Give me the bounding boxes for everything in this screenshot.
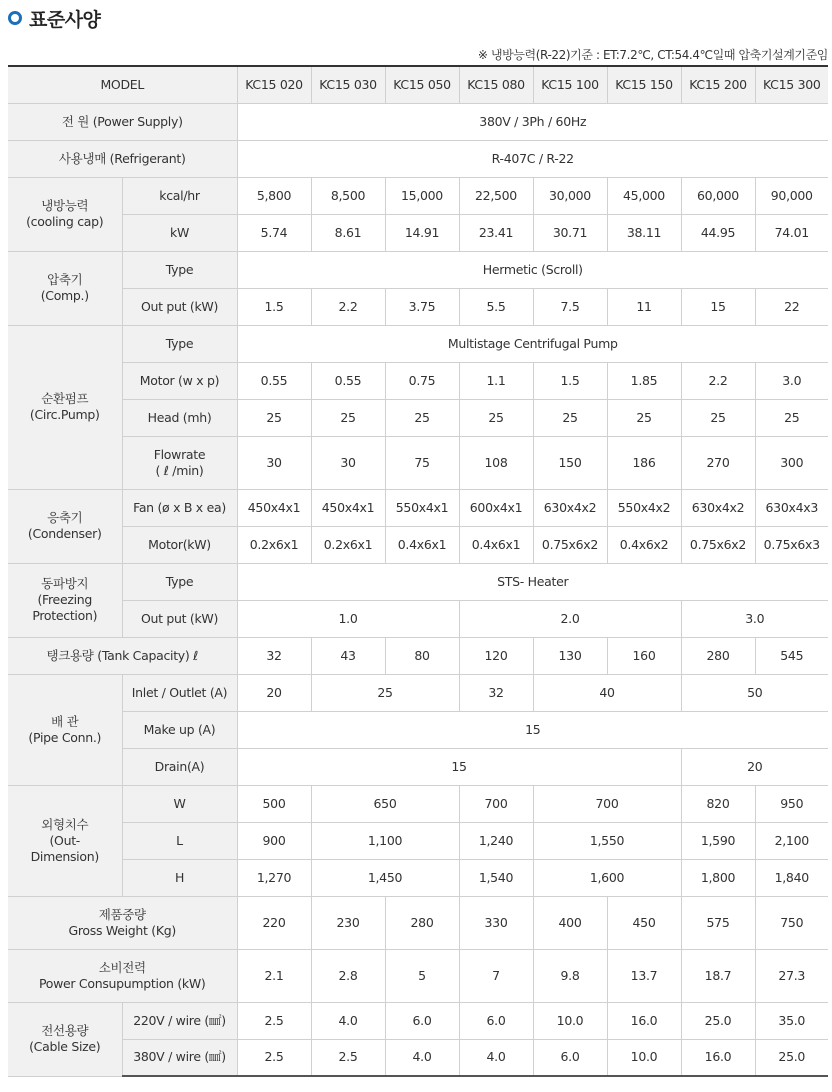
- pump-head-cell: 25: [681, 399, 755, 436]
- pipe-inlet-cell: 32: [459, 674, 533, 711]
- pump-flow-label-line: Flowrate: [153, 446, 206, 462]
- dim-h-label: H: [122, 859, 237, 896]
- dim-h-cell: 1,840: [755, 859, 828, 896]
- refrigerant-value: R-407C / R-22: [237, 140, 828, 177]
- power-label: [8, 949, 237, 1002]
- cond-motor-cell: 0.2x6x1: [311, 526, 385, 563]
- comp-output-label: Out put (kW): [122, 288, 237, 325]
- freeze-label-line: (Freezing: [37, 592, 93, 607]
- cond-fan-cell: 600x4x1: [459, 489, 533, 526]
- dim-l-label: L: [122, 822, 237, 859]
- freeze-type-row: [8, 563, 828, 600]
- dim-l-row: [8, 822, 828, 859]
- tank-cell: 120: [459, 637, 533, 674]
- pump-head-row: [8, 399, 828, 436]
- dim-w-row: [8, 785, 828, 822]
- tank-cell: 43: [311, 637, 385, 674]
- comp-output-cell: 11: [607, 288, 681, 325]
- cable-label-line: 전선용량: [41, 1023, 89, 1038]
- freeze-output-cell: 1.0: [237, 600, 459, 637]
- freeze-output-cell: 3.0: [681, 600, 828, 637]
- pump-label-line: (Circ.Pump): [29, 407, 100, 422]
- pump-head-cell: 25: [533, 399, 607, 436]
- pipe-inlet-label: Inlet / Outlet (A): [122, 674, 237, 711]
- pump-head-label: Head (mh): [122, 399, 237, 436]
- kw-cell: 44.95: [681, 214, 755, 251]
- freeze-label-line: Protection): [32, 608, 98, 623]
- dim-w-label: W: [122, 785, 237, 822]
- cond-label-line: (Condenser): [27, 526, 102, 541]
- model-cell: KC15 080: [459, 66, 533, 103]
- cond-label: [8, 489, 122, 563]
- power-label-line: 소비전력: [98, 959, 146, 975]
- dim-h-cell: 1,540: [459, 859, 533, 896]
- cable-220-cell: 35.0: [755, 1002, 828, 1039]
- pump-label: [8, 325, 122, 489]
- pump-motor-cell: 1.85: [607, 362, 681, 399]
- cond-fan-row: [8, 489, 828, 526]
- comp-output-row: [8, 288, 828, 325]
- tank-cell: 80: [385, 637, 459, 674]
- model-cell: KC15 100: [533, 66, 607, 103]
- cond-fan-cell: 630x4x3: [755, 489, 828, 526]
- pipe-label-line: (Pipe Conn.): [28, 729, 102, 745]
- dim-label-line: (Out-: [49, 832, 81, 848]
- tank-cell: 130: [533, 637, 607, 674]
- model-cell: KC15 020: [237, 66, 311, 103]
- dim-l-cell: 1,550: [533, 822, 681, 859]
- comp-output-cell: 22: [755, 288, 828, 325]
- pump-type-row: [8, 325, 828, 362]
- pump-flow-cell: 300: [755, 436, 828, 489]
- weight-label: [8, 896, 237, 949]
- power-supply-value: 380V / 3Ph / 60Hz: [237, 103, 828, 140]
- pump-head-cell: 25: [459, 399, 533, 436]
- refrigerant-label: 사용냉매 (Refrigerant): [8, 140, 237, 177]
- kcal-cell: 8,500: [311, 177, 385, 214]
- pump-flow-cell: 186: [607, 436, 681, 489]
- kcal-cell: 45,000: [607, 177, 681, 214]
- pump-flow-label-line: ( ℓ /min): [155, 462, 204, 478]
- pipe-label: [8, 674, 122, 785]
- kcal-label: kcal/hr: [122, 177, 237, 214]
- cond-motor-row: [8, 526, 828, 563]
- model-cell: KC15 300: [755, 66, 828, 103]
- tank-cell: 280: [681, 637, 755, 674]
- cond-fan-cell: 450x4x1: [311, 489, 385, 526]
- pump-flow-cell: 150: [533, 436, 607, 489]
- pipe-inlet-row: [8, 674, 828, 711]
- pipe-drain-cell: 20: [681, 748, 828, 785]
- comp-output-cell: 3.75: [385, 288, 459, 325]
- kw-cell: 38.11: [607, 214, 681, 251]
- cable-label: [8, 1002, 122, 1076]
- section-header: [8, 4, 100, 32]
- pump-motor-cell: 0.75: [385, 362, 459, 399]
- pump-flow-row: [8, 436, 828, 489]
- dim-label: [8, 785, 122, 896]
- pump-flow-cell: 75: [385, 436, 459, 489]
- cable-380-cell: 4.0: [459, 1039, 533, 1076]
- tank-row: [8, 637, 828, 674]
- pump-type-label: Type: [122, 325, 237, 362]
- dim-w-cell: 500: [237, 785, 311, 822]
- weight-label-line: Gross Weight (Kg): [68, 922, 176, 938]
- dim-h-cell: 1,800: [681, 859, 755, 896]
- cable-380-cell: 2.5: [237, 1039, 311, 1076]
- freeze-output-cell: 2.0: [459, 600, 681, 637]
- spec-note: ※ 냉방능력(R-22)기준 : ET:7.2℃, CT:54.4℃일때 압축기설계기준임: [477, 48, 828, 62]
- dim-l-cell: 1,590: [681, 822, 755, 859]
- cooling-cap-label-line: 냉방능력: [41, 198, 89, 213]
- cond-fan-cell: 550x4x2: [607, 489, 681, 526]
- dim-label-line: 외형치수: [41, 816, 89, 832]
- comp-output-cell: 15: [681, 288, 755, 325]
- pump-flow-cell: 270: [681, 436, 755, 489]
- refrigerant-row: [8, 140, 828, 177]
- kcal-cell: 60,000: [681, 177, 755, 214]
- cond-motor-cell: 0.75x6x3: [755, 526, 828, 563]
- dim-w-cell: 700: [533, 785, 681, 822]
- pipe-makeup-value: 15: [237, 711, 828, 748]
- cable-380-cell: 10.0: [607, 1039, 681, 1076]
- weight-cell: 750: [755, 896, 828, 949]
- pump-flow-label: [122, 436, 237, 489]
- pump-motor-row: [8, 362, 828, 399]
- comp-type-row: [8, 251, 828, 288]
- cond-motor-label: Motor(kW): [122, 526, 237, 563]
- kw-label: kW: [122, 214, 237, 251]
- cable-220-cell: 16.0: [607, 1002, 681, 1039]
- cable-380-cell: 6.0: [533, 1039, 607, 1076]
- tank-label: 탱크용량 (Tank Capacity) ℓ: [8, 637, 237, 674]
- freeze-output-label: Out put (kW): [122, 600, 237, 637]
- comp-output-cell: 2.2: [311, 288, 385, 325]
- power-cell: 5: [385, 949, 459, 1002]
- model-row: [8, 66, 828, 103]
- kcal-cell: 22,500: [459, 177, 533, 214]
- cond-fan-cell: 630x4x2: [681, 489, 755, 526]
- pump-motor-cell: 0.55: [311, 362, 385, 399]
- pump-type-value: Multistage Centrifugal Pump: [237, 325, 828, 362]
- model-cell: KC15 150: [607, 66, 681, 103]
- pump-motor-cell: 0.55: [237, 362, 311, 399]
- pipe-inlet-cell: 25: [311, 674, 459, 711]
- power-cell: 27.3: [755, 949, 828, 1002]
- power-cell: 9.8: [533, 949, 607, 1002]
- pump-head-cell: 25: [237, 399, 311, 436]
- tank-cell: 32: [237, 637, 311, 674]
- cable-220-cell: 4.0: [311, 1002, 385, 1039]
- power-row: [8, 949, 828, 1002]
- pump-label-line: 순환펌프: [41, 391, 89, 406]
- weight-cell: 400: [533, 896, 607, 949]
- cable-380-row: [8, 1039, 828, 1076]
- pump-motor-cell: 2.2: [681, 362, 755, 399]
- comp-output-cell: 5.5: [459, 288, 533, 325]
- freeze-type-label: Type: [122, 563, 237, 600]
- pump-flow-cell: 30: [237, 436, 311, 489]
- tank-cell: 160: [607, 637, 681, 674]
- weight-row: [8, 896, 828, 949]
- freeze-output-row: [8, 600, 828, 637]
- pipe-inlet-cell: 40: [533, 674, 681, 711]
- power-supply-label: 전 원 (Power Supply): [8, 103, 237, 140]
- kw-cell: 23.41: [459, 214, 533, 251]
- cond-motor-cell: 0.75x6x2: [681, 526, 755, 563]
- dim-l-cell: 900: [237, 822, 311, 859]
- comp-label-line: 압축기: [47, 272, 83, 287]
- cond-motor-cell: 0.2x6x1: [237, 526, 311, 563]
- dim-l-cell: 1,240: [459, 822, 533, 859]
- pump-motor-cell: 1.5: [533, 362, 607, 399]
- cond-motor-cell: 0.4x6x1: [385, 526, 459, 563]
- cable-label-line: (Cable Size): [29, 1039, 101, 1054]
- power-cell: 7: [459, 949, 533, 1002]
- pump-motor-label: Motor (w x p): [122, 362, 237, 399]
- cable-220-row: [8, 1002, 828, 1039]
- weight-label-line: 제품중량: [98, 906, 146, 922]
- cond-fan-cell: 550x4x1: [385, 489, 459, 526]
- power-cell: 13.7: [607, 949, 681, 1002]
- cable-380-cell: 4.0: [385, 1039, 459, 1076]
- pump-flow-cell: 30: [311, 436, 385, 489]
- dim-h-cell: 1,450: [311, 859, 459, 896]
- pipe-label-line: 배 관: [51, 713, 79, 729]
- pump-flow-cell: 108: [459, 436, 533, 489]
- kcal-cell: 5,800: [237, 177, 311, 214]
- dim-w-cell: 820: [681, 785, 755, 822]
- comp-label: [8, 251, 122, 325]
- pipe-drain-cell: 15: [237, 748, 681, 785]
- freeze-label: [8, 563, 122, 637]
- cond-fan-cell: 630x4x2: [533, 489, 607, 526]
- pump-head-cell: 25: [311, 399, 385, 436]
- circle-bullet-icon: [8, 11, 22, 25]
- cond-fan-label: Fan (ø x B x ea): [122, 489, 237, 526]
- kcal-cell: 90,000: [755, 177, 828, 214]
- kcal-cell: 15,000: [385, 177, 459, 214]
- page-title: 표준사양: [29, 8, 101, 31]
- kw-cell: 14.91: [385, 214, 459, 251]
- pipe-makeup-row: [8, 711, 828, 748]
- dim-h-cell: 1,270: [237, 859, 311, 896]
- comp-type-value: Hermetic (Scroll): [237, 251, 828, 288]
- kw-cell: 30.71: [533, 214, 607, 251]
- dim-h-cell: 1,600: [533, 859, 681, 896]
- cable-380-cell: 16.0: [681, 1039, 755, 1076]
- comp-output-cell: 1.5: [237, 288, 311, 325]
- power-cell: 18.7: [681, 949, 755, 1002]
- kw-cell: 74.01: [755, 214, 828, 251]
- cond-motor-cell: 0.4x6x1: [459, 526, 533, 563]
- dim-w-cell: 650: [311, 785, 459, 822]
- weight-cell: 450: [607, 896, 681, 949]
- cond-fan-cell: 450x4x1: [237, 489, 311, 526]
- weight-cell: 330: [459, 896, 533, 949]
- freeze-label-line: 동파방지: [41, 576, 89, 591]
- power-label-line: Power Consupumption (kW): [38, 975, 206, 991]
- pipe-drain-row: [8, 748, 828, 785]
- pipe-inlet-cell: 50: [681, 674, 828, 711]
- power-cell: 2.1: [237, 949, 311, 1002]
- comp-type-label: Type: [122, 251, 237, 288]
- cooling-kcal-row: [8, 177, 828, 214]
- kw-cell: 8.61: [311, 214, 385, 251]
- pipe-inlet-cell: 20: [237, 674, 311, 711]
- cable-220-cell: 25.0: [681, 1002, 755, 1039]
- cable-220-cell: 6.0: [385, 1002, 459, 1039]
- weight-cell: 220: [237, 896, 311, 949]
- pipe-makeup-label: Make up (A): [122, 711, 237, 748]
- dim-h-row: [8, 859, 828, 896]
- cooling-cap-label: [8, 177, 122, 251]
- pump-motor-cell: 1.1: [459, 362, 533, 399]
- dim-label-line: Dimension): [30, 848, 99, 864]
- cooling-kw-row: [8, 214, 828, 251]
- dim-w-cell: 950: [755, 785, 828, 822]
- pump-motor-cell: 3.0: [755, 362, 828, 399]
- kcal-cell: 30,000: [533, 177, 607, 214]
- power-cell: 2.8: [311, 949, 385, 1002]
- model-cell: KC15 200: [681, 66, 755, 103]
- spec-table: [8, 65, 828, 1077]
- weight-cell: 280: [385, 896, 459, 949]
- model-cell: KC15 030: [311, 66, 385, 103]
- cooling-cap-label-line: (cooling cap): [26, 214, 104, 229]
- cable-380-label: 380V / wire (㎟): [122, 1039, 237, 1076]
- model-cell: KC15 050: [385, 66, 459, 103]
- kw-cell: 5.74: [237, 214, 311, 251]
- pump-head-cell: 25: [755, 399, 828, 436]
- cond-motor-cell: 0.75x6x2: [533, 526, 607, 563]
- comp-output-cell: 7.5: [533, 288, 607, 325]
- cond-label-line: 응축기: [47, 510, 83, 525]
- pump-head-cell: 25: [385, 399, 459, 436]
- tank-cell: 545: [755, 637, 828, 674]
- cable-380-cell: 2.5: [311, 1039, 385, 1076]
- cable-220-cell: 2.5: [237, 1002, 311, 1039]
- cable-220-cell: 6.0: [459, 1002, 533, 1039]
- freeze-type-value: STS- Heater: [237, 563, 828, 600]
- model-label: MODEL: [8, 66, 237, 103]
- cable-220-cell: 10.0: [533, 1002, 607, 1039]
- power-supply-row: [8, 103, 828, 140]
- pump-head-cell: 25: [607, 399, 681, 436]
- cable-220-label: 220V / wire (㎟): [122, 1002, 237, 1039]
- weight-cell: 575: [681, 896, 755, 949]
- cable-380-cell: 25.0: [755, 1039, 828, 1076]
- cond-motor-cell: 0.4x6x2: [607, 526, 681, 563]
- comp-label-line: (Comp.): [40, 288, 89, 303]
- pipe-drain-label: Drain(A): [122, 748, 237, 785]
- dim-l-cell: 1,100: [311, 822, 459, 859]
- dim-l-cell: 2,100: [755, 822, 828, 859]
- dim-w-cell: 700: [459, 785, 533, 822]
- weight-cell: 230: [311, 896, 385, 949]
